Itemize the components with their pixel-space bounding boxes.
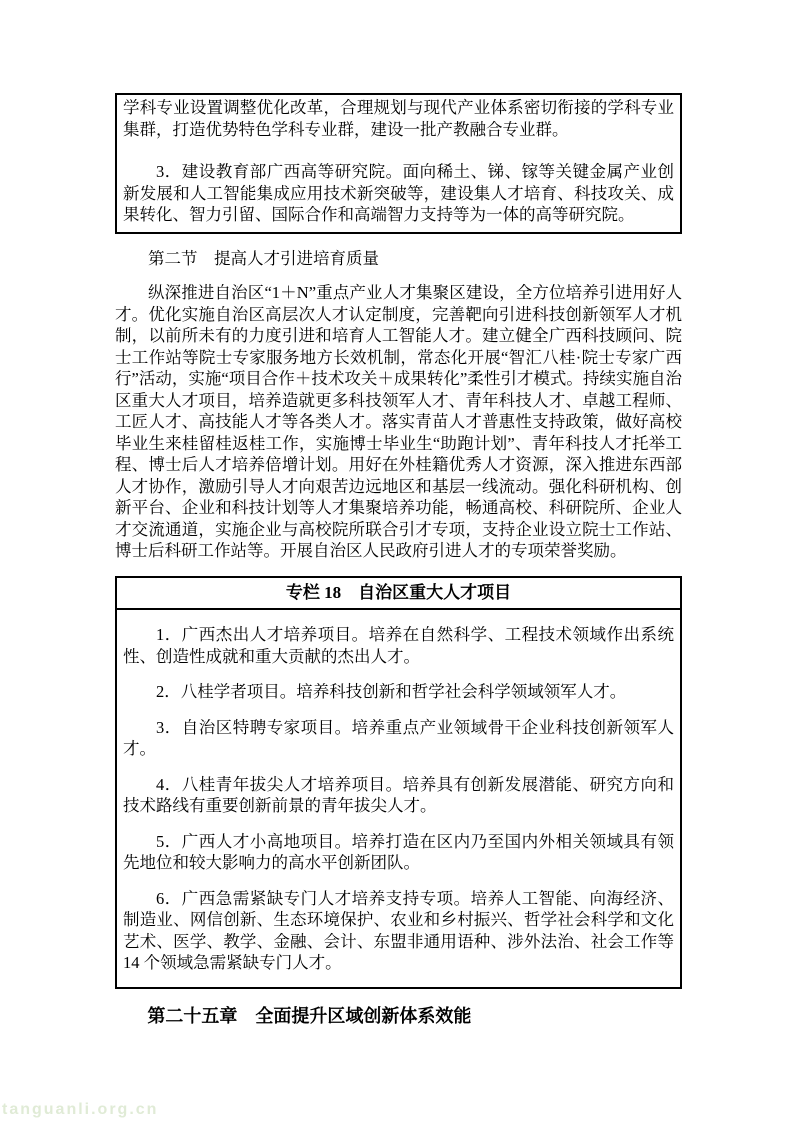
page-content [115,93,682,1027]
feature-item-4: 4．八桂青年拔尖人才培养项目。培养具有创新发展潜能、研究方向和技术路线有重要创新前景的青年拔尖人才。 [123,774,674,815]
feature-box-body [117,624,680,987]
feature-box-panel [115,576,682,989]
numbered-paragraph-3: 3．建设教育部广西高等研究院。面向稀土、锑、镓等关键金属产业创新发展和人工智能集成应用技术新突破等，建设集人才培育、科技攻关、成果转化、智力引留、国际合作和高端智力支持等为一体的高等研究院。 [123,162,674,224]
feature-item-5: 5．广西人才小高地项目。培养打造在区内乃至国内外相关领域具有领先地位和较大影响力的高水平创新团队。 [123,831,674,872]
feature-box-title: 专栏 18 自治区重大人才项目 [117,578,680,611]
continued-paragraph: 学科专业设置调整优化改革，合理规划与现代产业体系密切衔接的学科专业集群，打造优势特色学科专业群，建设一批产教融合专业群。 [123,98,674,139]
section-heading: 第二节 提高人才引进培育质量 [148,248,379,268]
chapter-heading: 第二十五章 全面提升区域创新体系效能 [147,1005,472,1026]
watermark: tanguanli.org.cn [2,1101,159,1118]
feature-item-3: 3．自治区特聘专家项目。培养重点产业领域骨干企业科技创新领军人才。 [123,717,674,758]
feature-item-6: 6．广西急需紧缺专门人才培养支持专项。培养人工智能、向海经济、制造业、网信创新、生态环境保护、农业和乡村振兴、哲学社会科学和文化艺术、医学、教学、金融、会计、东盟非通用语种、涉外法治、社会工作等 14 个领域急需紧缺专门人才。 [123,888,674,972]
feature-item-2: 2．八桂学者项目。培养科技创新和哲学社会科学领域领军人才。 [156,682,627,701]
section-body-paragraph: 纵深推进自治区“1＋N”重点产业人才集聚区建设，全方位培养引进用好人才。优化实施自治区高层次人才认定制度，完善靶向引进科技创新领军人才机制，以前所未有的力度引进和培育人工智能人才。建立健全广西科技顾问、院士工作站等院士专家服务地方长效机制，常态化开展“智汇八桂·院士专家广西行”活动，实施“项目合作＋技术攻关＋成果转化”柔性引才模式。持续实施自治区重大人才项目，培养造就更多科技领军人才、青年科技人才、卓越工程师、工匠人才、高技能人才等各类人才。落实青苗人才普惠性支持政策，做好高校毕业生来桂留桂返桂工作，实施博士毕业生“助跑计划”、青年科技人才托举工程、博士后人才培养倍增计划。用好在外桂籍优秀人才资源，深入推进东西部人才协作，激励引导人才向艰苦边远地区和基层一线流动。强化科研机构、创新平台、企业和科技计划等人才集聚培养功能，畅通高校、科研院所、企业人才交流通道，实施企业与高校院所联合引才专项，支持企业设立院士工作站、博士后科研工作站等。开展自治区人民政府引进人才的专项荣誉奖励。 [115,283,682,560]
continued-text-box [115,93,682,234]
feature-item-1: 1．广西杰出人才培养项目。培养在自然科学、工程技术领域作出系统性、创造性成就和重大贡献的杰出人才。 [123,625,674,666]
